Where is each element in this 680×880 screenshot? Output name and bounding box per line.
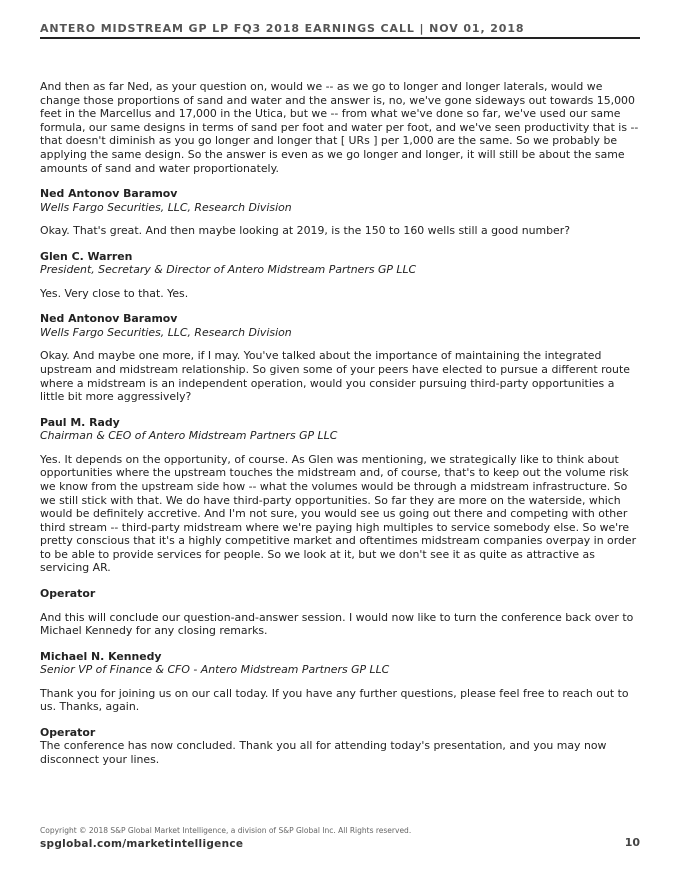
speaker-name: Paul M. Rady — [40, 415, 120, 429]
transcript-paragraph: And then as far Ned, as your question on, would we -- as we go to longer and longer laterals, would we change those proportions of sand and water and the answer is, no, we've gone sideways out towards 15,000 feet in the Marcellus and 17,000 in the Utica, but we -- from what we've done so far, we've used our same formula, our same designs in terms of sand per foot and water per foot, and we've seen productivity that is -- that doesn't diminish as you go longer and longer that [ URs ] per 1,000 are the same. So we probably be applying the same design. So the answer is even as we go longer and longer, it will still be about the same amounts of sand and water proportionately. — [40, 80, 639, 175]
page-number: 10 — [624, 836, 640, 849]
speaker-title: Senior VP of Finance & CFO - Antero Midstream Partners GP LLC — [40, 663, 390, 677]
speaker-name: Ned Antonov Baramov — [40, 312, 178, 326]
speaker-title: Chairman & CEO of Antero Midstream Partners GP LLC — [40, 429, 338, 443]
speaker-name: Operator — [40, 587, 96, 601]
speaker-title: Wells Fargo Securities, LLC, Research Division — [40, 200, 292, 214]
speaker-name: Michael N. Kennedy — [40, 649, 162, 663]
transcript-paragraph: And this will conclude our question-and-answer session. I would now like to turn the conference back over to Michael Kennedy for any closing remarks. — [40, 610, 634, 638]
transcript-body — [40, 80, 640, 767]
transcript-paragraph: Okay. And maybe one more, if I may. You've talked about the importance of maintaining the integrated upstream and midstream relationship. So given some of your peers have elected to pursue a different route where a midstream is an independent operation, would you consider pursuing third-party opportunities a little bit more aggressively? — [40, 349, 630, 404]
footer-copyright: Copyright © 2018 S&P Global Market Intelligence, a division of S&P Global Inc. All Rights reserved. — [40, 826, 412, 835]
footer-website-link[interactable]: spglobal.com/marketintelligence — [40, 838, 244, 850]
speaker-name: Operator — [40, 725, 96, 739]
transcript-paragraph: The conference has now concluded. Thank you all for attending today's presentation, and you may now disconnect your lines. — [40, 739, 607, 767]
transcript-paragraph: Yes. Very close to that. Yes. — [40, 286, 189, 300]
speaker-name: Glen C. Warren — [40, 249, 133, 263]
speaker-title: President, Secretary & Director of Antero Midstream Partners GP LLC — [40, 263, 417, 277]
transcript-paragraph: Okay. That's great. And then maybe looking at 2019, is the 150 to 160 wells still a good number? — [40, 224, 570, 238]
speaker-title: Wells Fargo Securities, LLC, Research Division — [40, 325, 292, 339]
transcript-paragraph: Yes. It depends on the opportunity, of course. As Glen was mentioning, we strategically like to think about opportunities where the upstream touches the midstream and, of course, that's to keep out the volume risk we know from the upstream side how -- what the volumes would be through a midstream infrastructure. So we still stick with that. We do have third-party opportunities. So far they are more on the waterside, which would be definitely accretive. And I'm not sure, you would see us going out there and competing with other third stream -- third-party midstream where we're paying high multiples to service somebody else. So we're pretty conscious that it's a highly competitive market and oftentimes midstream companies overpay in order to be able to provide services for people. So we look at it, but we don't see it as quite as attractive as servicing AR. — [40, 452, 637, 575]
document-header: ANTERO MIDSTREAM GP LP FQ3 2018 EARNINGS CALL | NOV 01, 2018 — [40, 22, 640, 39]
transcript-paragraph: Thank you for joining us on our call today. If you have any further questions, please feel free to reach out to us. Thanks, again. — [40, 686, 629, 714]
speaker-name: Ned Antonov Baramov — [40, 187, 178, 201]
